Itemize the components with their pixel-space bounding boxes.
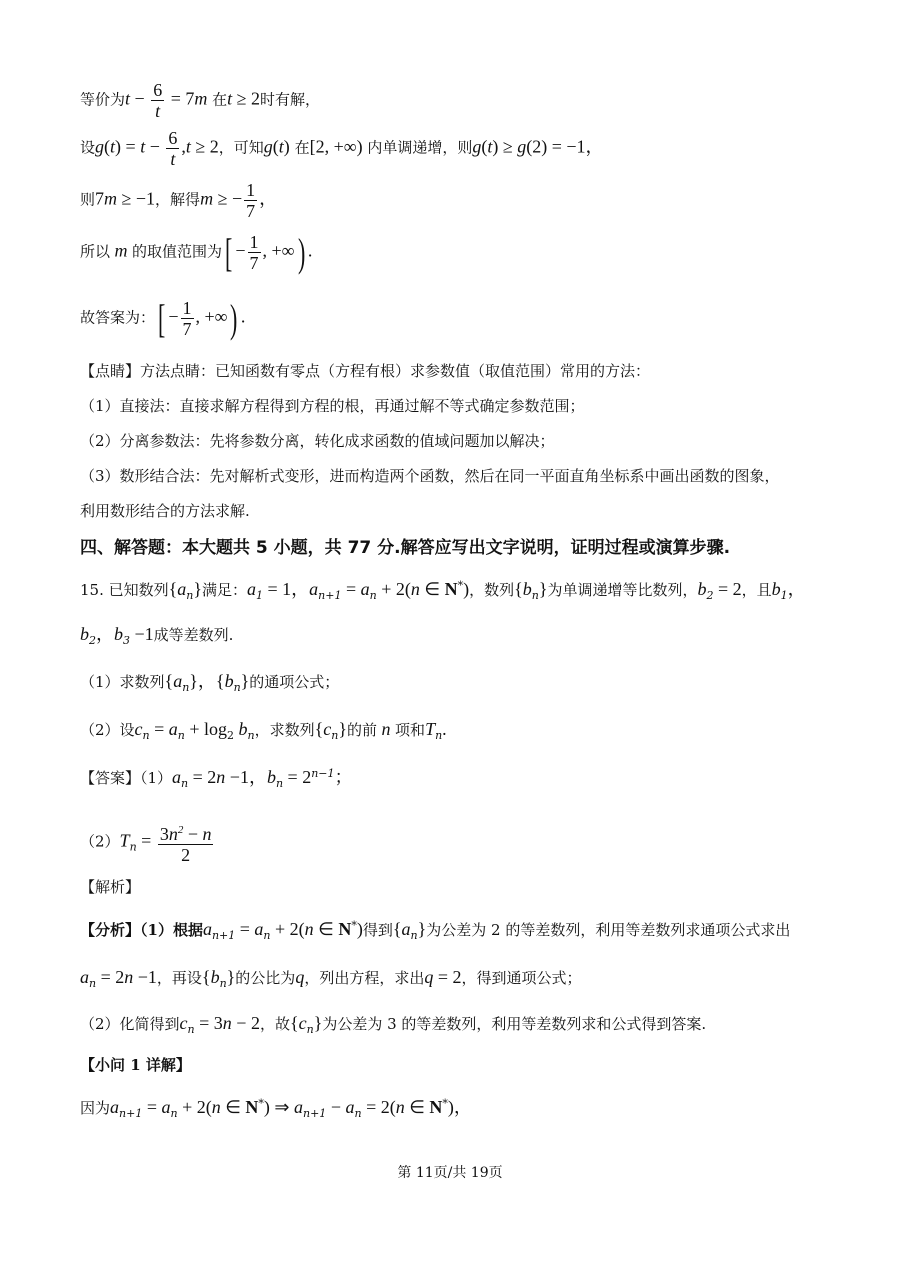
text: 内单调递增，则 [367, 138, 473, 157]
text: （2） [80, 832, 120, 851]
text: 得到 [362, 921, 393, 939]
method-2: （2）分离参数法：先将参数分离，转化成求函数的值域问题加以解决； [80, 432, 555, 450]
text: 等价为 [80, 90, 126, 109]
subquestion-1-heading: 【小问 1 详解】 [80, 1056, 191, 1074]
text: （2）设 [80, 721, 135, 739]
line-range: 所以 m 的取值范围为[ − $\frac{1}{7}$ , +∞) . [80, 229, 313, 275]
analysis-1: 【分析】（1）根据$a_{n+1} = a_n + 2(n$ ∈ N*)得到$\{a_n\}$为公差为 2 的等差数列，利用等差数列求通项公式求出 [80, 919, 791, 942]
text: ，再设 [156, 969, 202, 987]
part-2: （2）设$c_n = a_n + \log_2 b_n$，求数列$\{c_n\}$的前 n 项和$T_n$. [80, 719, 447, 742]
section-heading: 四、解答题：本大题共 5 小题，共 77 分.解答应写出文字说明，证明过程或演算步骤. [80, 538, 731, 558]
jiexi: 【解析】 [80, 878, 141, 896]
text: ，数列 [469, 581, 515, 599]
text: 为公差为 2 的等差数列，利用等差数列求通项公式求出 [426, 921, 791, 939]
dianjing: 【点睛】方法点睛：已知函数有零点（方程有根）求参数值（取值范围）常用的方法： [80, 362, 651, 380]
text: 在 [212, 90, 228, 109]
text: 【答案】（1） [80, 769, 173, 787]
text: 15. 已知数列 [80, 581, 169, 599]
fraction: $\frac{6}{t}$ [153, 80, 163, 121]
text: 成等差数列. [153, 626, 234, 644]
text: 项和 [395, 721, 426, 739]
line-equivalent: 等价为t − $\frac{6}{t}$ = 7m 在t ≥ 2时有解， [80, 80, 321, 121]
text: 的公比为 [235, 969, 296, 987]
text: 满足： [202, 581, 248, 599]
text: （1）求数列 [80, 673, 165, 691]
text: （2）化简得到 [80, 1015, 180, 1033]
text: ，可知 [218, 138, 264, 157]
text: 【分析】（1）根据 [80, 921, 203, 939]
text: 在 [294, 138, 310, 157]
text: 的通项公式； [249, 673, 340, 691]
method-1: （1）直接法：直接求解方程得到方程的根，再通过解不等式确定参数范围； [80, 397, 585, 415]
text: 为公差为 3 的等差数列，利用等差数列求和公式得到答案. [322, 1015, 707, 1033]
text: 设 [80, 138, 96, 157]
answer-1: 【答案】$(1)a_n = 2n -1$，$b_n = 2^{n-1}$； [80, 767, 353, 790]
question-15-cont: $b_2$，$b_3 -1$成等差数列. [80, 624, 234, 647]
analysis-2: （2）化简得到$c_n = 3n - 2$，故$\{c_n\}$为公差为 3 的等差数列，利用等差数列求和公式得到答案. [80, 1013, 707, 1036]
text: 因为 [80, 1099, 111, 1117]
answer-2: $(2)T_n$ = $\frac{3n^2 - n}{2}$ [80, 820, 215, 865]
text: 的前 [347, 721, 378, 739]
text: ，列出方程，求出 [304, 969, 425, 987]
page-footer: 第 11页/共 19页 [397, 1165, 503, 1181]
line-answer: 故答案为：[ − $\frac{1}{7}$ , +∞) . [80, 295, 246, 341]
method-3-cont: 利用数形结合的方法求解. [80, 502, 250, 520]
method-3: （3）数形结合法：先对解析式变形，进而构造两个函数，然后在同一平面直角坐标系中画出函数的图象， [80, 467, 780, 485]
text: 故答案为： [80, 308, 156, 327]
line-solve-m: 则7m ≥ −1，解得m ≥ − $\frac{1}{7}$ ， [80, 180, 278, 221]
part-1: （1）求数列$\{a_n\}$，$\{b_n\}$的通项公式； [80, 671, 340, 694]
question-15: 15. 已知数列$\{a_n\}$满足：$a_1 = 1$，$a_{n+1} = a_n + 2(n$ ∈ N*)，数列$\{b_n\}$为单调递增等比数列，$b_2 = 2$，且$b_1$， [80, 579, 806, 602]
text: ，且 [741, 581, 772, 599]
text: ，故 [259, 1015, 290, 1033]
text: 则 [80, 190, 96, 209]
text: ，得到通项公式； [461, 969, 582, 987]
text: 时有解， [260, 90, 321, 109]
text: ，解得 [155, 190, 201, 209]
text: ，求数列 [254, 721, 315, 739]
text: 所以 [80, 242, 111, 261]
detail-line: 因为$a_{n+1} = a_n + 2(n$ ∈ N*) ⇒ $a_{n+1} - a_n = 2(n$ ∈ N*)， [80, 1097, 472, 1120]
text: 为单调递增等比数列， [547, 581, 698, 599]
text: 的取值范围为 [132, 242, 223, 261]
line-define-g: 设g(t) = t − $\frac{6}{t}$ ,t ≥ 2，可知g(t) 在[2, +∞) 内单调递增，则g(t) ≥ g(2) = −1， [80, 128, 604, 169]
analysis-1-cont: $a_n = 2n -1$，再设$\{b_n\}$的公比为q，列出方程，求出q = 2，得到通项公式； [80, 967, 582, 990]
